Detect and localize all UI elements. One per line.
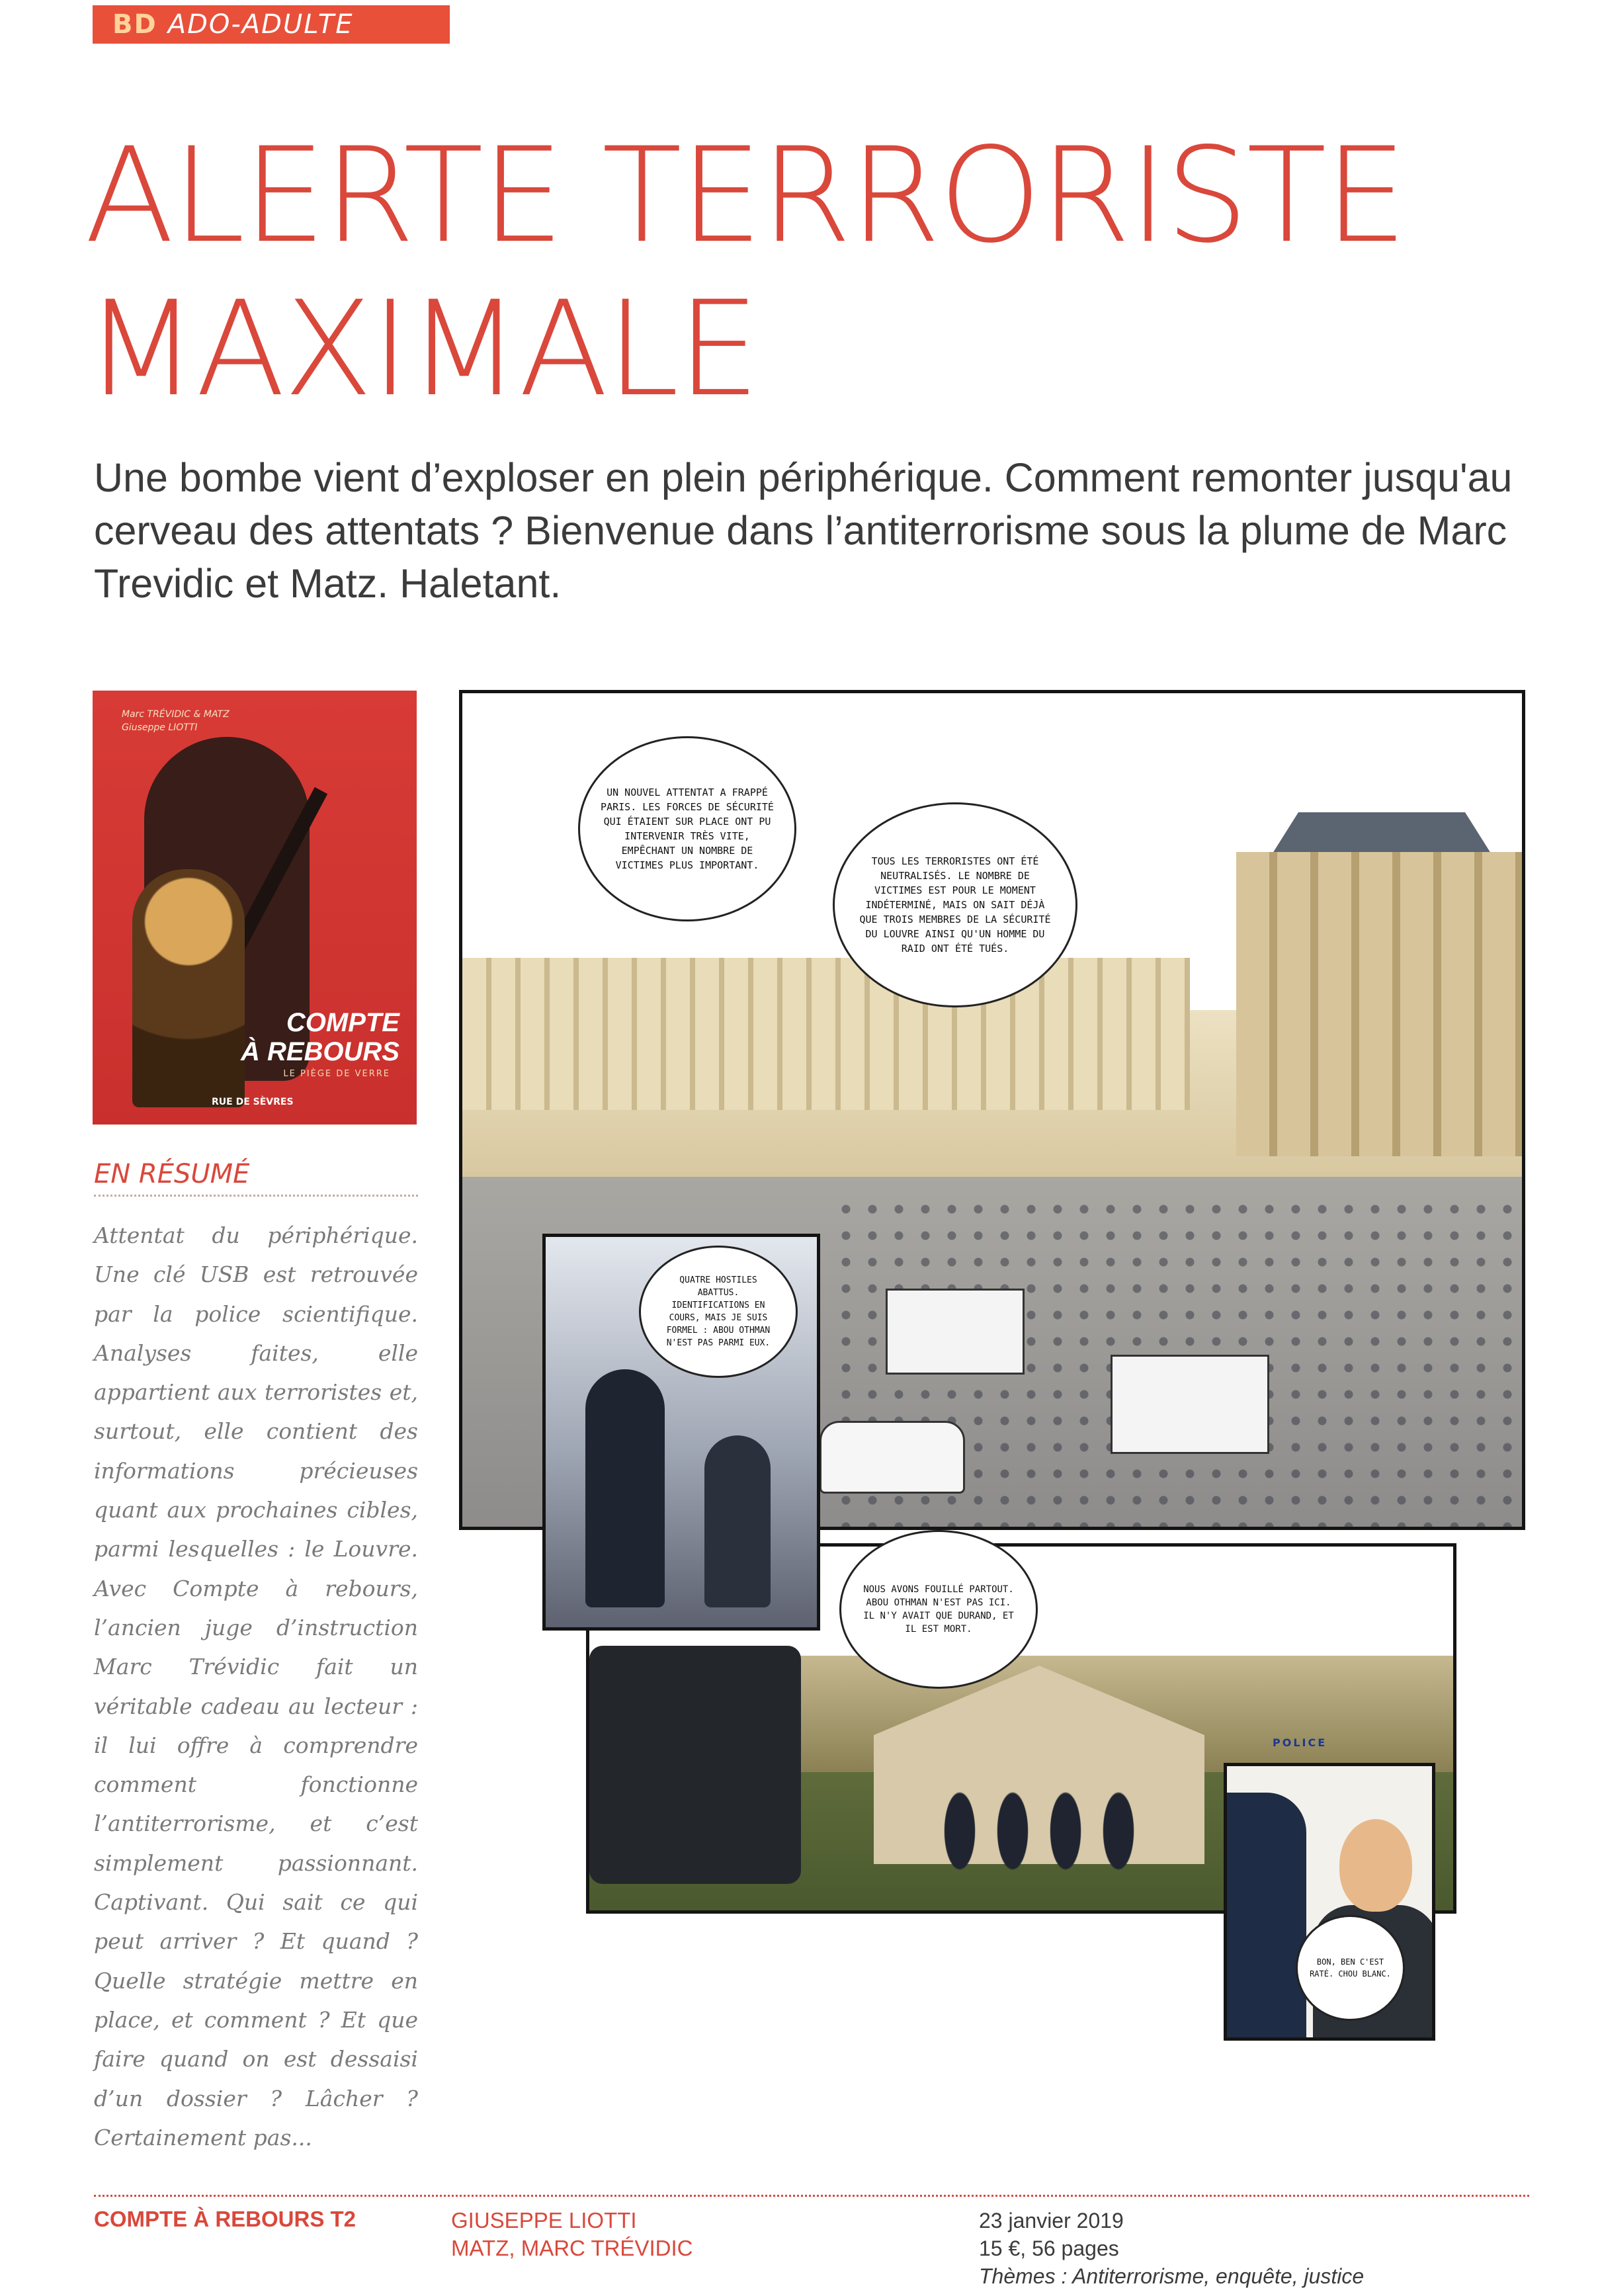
summary-heading: EN RÉSUMÉ [94,1159,418,1197]
speech-bubble: QUATRE HOSTILES ABATTUS. IDENTIFICATIONS EN COURS, MAIS JE SUIS FORMEL : ABOU OTHMAN N'EST PAS PARMI EUX. [639,1246,798,1378]
article-title-line1: ALERTE TERRORISTE [85,119,1406,272]
footer-book-title: COMPTE À REBOURS T2 [94,2207,357,2231]
cover-portrait-illustration [132,869,245,1107]
soldier-illustration [585,1369,665,1607]
officers-illustration [933,1765,1145,1897]
article-lead: Une bombe vient d’exploser en plein périphérique. Comment remonter jusqu'au cerveau des attentats ? Bienvenue dans l’antiterrorisme sous la plume de Marc Trevidic et Matz. Haletant. [94,455,1513,606]
cover-title-line2: À REBOURS [240,1037,400,1066]
footer-author-writers: MATZ, MARC TRÉVIDIC [451,2236,693,2260]
footer-author-illustrator: GIUSEPPE LIOTTI [451,2208,637,2232]
armored-truck-illustration [589,1646,801,1884]
louvre-wing-illustration [462,958,1190,1110]
ambulance-illustration [886,1289,1025,1375]
speech-bubble: BON, BEN C'EST RATÉ. CHOU BLANC. [1296,1915,1405,2021]
man-head-illustration [1339,1819,1412,1912]
comic-page [459,690,1525,2064]
cover-publisher: RUE DE SÈVRES [212,1097,294,1107]
police-car-label: POLICE [1273,1736,1327,1749]
soldier-illustration [704,1435,771,1607]
cover-title-line1: COMPTE [286,1008,400,1037]
footer-themes: Thèmes : Antiterrorisme, enquête, justice [979,2264,1365,2288]
speech-bubble: NOUS AVONS FOUILLÉ PARTOUT. ABOU OTHMAN N'EST PAS ICI. IL N'Y AVAIT QUE DURAND, ET IL EST MORT. [839,1530,1038,1689]
cover-authors-line2: Giuseppe LIOTTI [122,722,198,733]
book-cover [93,691,417,1125]
cover-title [241,1008,400,1066]
speech-bubble: UN NOUVEL ATTENTAT A FRAPPÉ PARIS. LES FORCES DE SÉCURITÉ QUI ÉTAIENT SUR PLACE ONT PU INTERVENIR TRÈS VITE, EMPÊCHANT UN NOMBRE DE VICTIMES PLUS IMPORTANT. [578,736,796,921]
louvre-pavilion-illustration [1236,852,1525,1156]
cover-authors [122,708,230,734]
cover-subtitle: LE PIÈGE DE VERRE [283,1069,390,1079]
ambulance-illustration [1111,1355,1269,1454]
article-title [85,119,1540,426]
officer-shoulder-illustration [1227,1793,1306,2041]
section-category: BD [112,9,157,40]
footer-authors [451,2207,693,2262]
summary-text: Attentat du périphérique. Une clé USB est retrouvée par la police scientifique. Analyses faites, elle appartient aux terroristes et, surtout, elle contient des informations précieuses quant aux prochaines cibles, parmi lesquelles : le Louvre. Avec Compte à rebours, l’ancien juge d’instruction Marc Trévidic fait un véritable cadeau au lecteur : il lui offre à comprendre comment fonctionne l’antiterrorisme, et c’est simplement passionnant. Captivant. Qui sait ce qui peut arriver ? Et quand ? Quelle stratégie mettre en place, et comment ? Et que faire quand on est dessaisi d’un dossier ? Lâcher ? Certainement pas... [94,1222,418,2150]
footer-date: 23 janvier 2019 [979,2209,1124,2232]
footer-meta [979,2207,1364,2290]
section-tag [93,5,450,44]
footer-price-pages: 15 €, 56 pages [979,2236,1119,2260]
section-audience: ADO-ADULTE [167,9,354,40]
footer-divider [94,2195,1529,2197]
cover-authors-line1: Marc TRÉVIDIC & MATZ [122,709,230,720]
speech-bubble: TOUS LES TERRORISTES ONT ÉTÉ NEUTRALISÉS. LE NOMBRE DE VICTIMES EST POUR LE MOMENT INDÉTERMINÉ, MAIS ON SAIT DÉJÀ QUE TROIS MEMBRES DE LA SÉCURITÉ DU LOUVRE AINSI QU'UN HOMME DU RAID ONT ÉTÉ TUÉS. [833,802,1077,1007]
police-car-illustration [820,1421,965,1494]
article-title-line2: MAXIMALE [85,273,759,425]
